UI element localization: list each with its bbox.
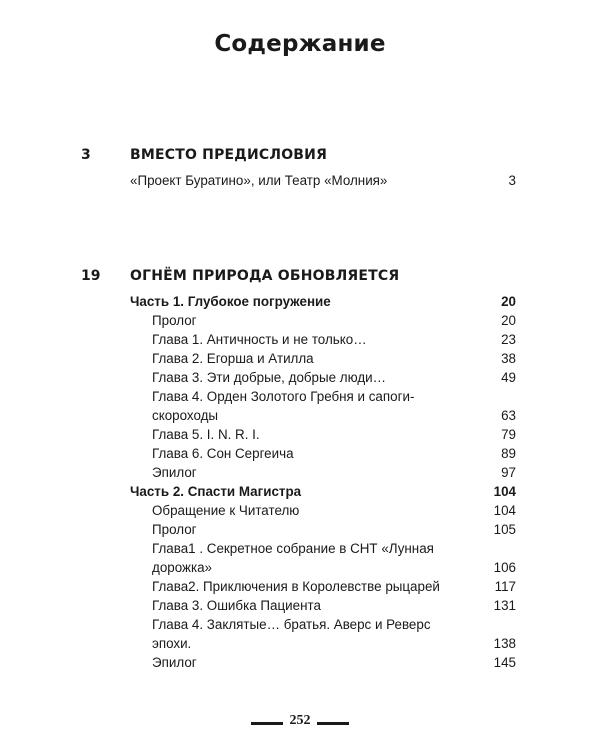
entry-page: 89 <box>501 446 516 461</box>
toc-entry <box>0 444 600 463</box>
toc-section-1 <box>0 147 600 191</box>
entry-page: 117 <box>494 579 516 594</box>
toc-entry <box>0 368 600 387</box>
part-title: Часть 2. Спасти Магистра <box>130 484 302 499</box>
toc-entry <box>0 387 600 425</box>
toc-entry <box>0 539 600 577</box>
entry-page: 97 <box>501 465 516 480</box>
toc-part-entry <box>0 482 600 501</box>
page-title: Содержание <box>214 31 386 57</box>
entry-title: Глава 6. Сон Сергеича <box>152 446 294 461</box>
entry-page: 104 <box>493 503 516 518</box>
entry-title: Глава 4. Орден Золотого Гребня и сапоги- <box>152 389 415 404</box>
entry-title: Глава1 . Секретное собрание в СНТ «Лунная <box>152 541 434 556</box>
entry-title: Обращение к Читателю <box>152 503 300 518</box>
toc-entry <box>0 349 600 368</box>
section-number: 3 <box>81 147 91 163</box>
entry-page: 79 <box>501 427 516 442</box>
toc-entry <box>0 577 600 596</box>
toc-entry <box>0 171 600 191</box>
page-number: 252 <box>289 713 311 728</box>
toc-entry <box>0 501 600 520</box>
section-heading <box>0 147 600 171</box>
entry-title: Пролог <box>152 522 197 537</box>
entry-page: 38 <box>501 351 516 366</box>
toc-section-2 <box>0 268 600 672</box>
toc-entry <box>0 425 600 444</box>
toc-entry <box>0 311 600 330</box>
entry-page: 145 <box>493 655 516 670</box>
entry-title: Глава2. Приключения в Королевстве рыцарей <box>152 579 440 594</box>
toc-entry <box>0 653 600 672</box>
entry-title: Глава 3. Эти добрые, добрые люди… <box>152 370 387 385</box>
entry-page: 23 <box>501 332 516 347</box>
toc-entry <box>0 615 600 653</box>
entry-title: Глава 5. I. N. R. I. <box>152 427 260 442</box>
entry-title: Глава 1. Античность и не только… <box>152 332 367 347</box>
entry-title: Эпилог <box>152 655 197 670</box>
entry-title-continued: эпохи. <box>152 636 192 651</box>
part-page: 104 <box>493 484 516 499</box>
toc-entry <box>0 463 600 482</box>
entry-title-continued: скороходы <box>152 408 219 423</box>
entry-title: Глава 2. Егорша и Атилла <box>152 351 314 366</box>
entry-title: Глава 4. Заклятые… братья. Аверс и Реверс <box>152 617 431 632</box>
entry-title: «Проект Буратино», или Театр «Молния» <box>130 173 388 188</box>
part-title: Часть 1. Глубокое погружение <box>130 294 331 309</box>
entry-title-continued: дорожка» <box>152 560 213 575</box>
section-title: ВМЕСТО ПРЕДИСЛОВИЯ <box>130 147 328 163</box>
entry-title: Глава 3. Ошибка Пациента <box>152 598 321 613</box>
entry-page: 3 <box>508 173 516 188</box>
toc-entry <box>0 520 600 539</box>
section-title: ОГНЁМ ПРИРОДА ОБНОВЛЯЕТСЯ <box>130 268 400 284</box>
entry-page: 131 <box>493 598 516 613</box>
section-heading <box>0 268 600 292</box>
entry-page: 138 <box>493 636 516 651</box>
entry-page: 49 <box>501 370 516 385</box>
section-number: 19 <box>81 268 101 284</box>
part-page: 20 <box>501 294 516 309</box>
entry-title: Эпилог <box>152 465 197 480</box>
entry-title: Пролог <box>152 313 197 328</box>
entry-page: 105 <box>493 522 516 537</box>
entry-page: 106 <box>493 560 516 575</box>
page-footer <box>0 713 600 733</box>
toc-part-entry <box>0 292 600 311</box>
footer-rule-right <box>317 722 349 725</box>
entry-page: 20 <box>501 313 516 328</box>
toc-entry <box>0 330 600 349</box>
toc-entry <box>0 596 600 615</box>
entry-page: 63 <box>501 408 516 423</box>
